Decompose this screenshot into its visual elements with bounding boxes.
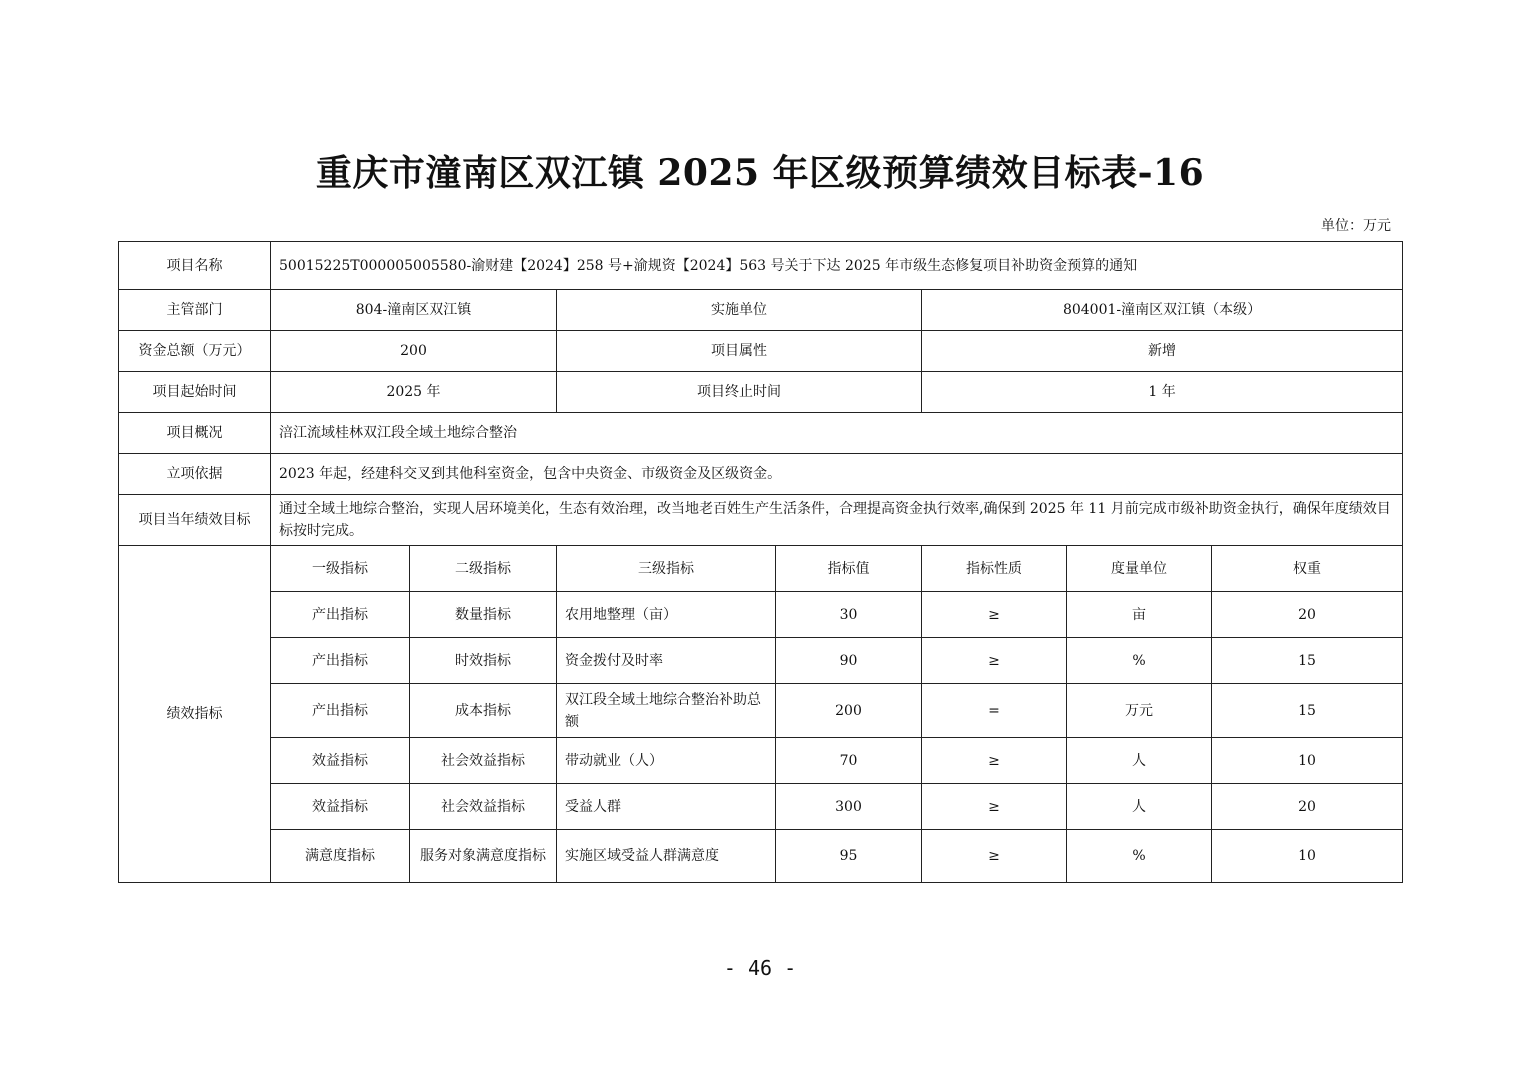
indicator-unit: 万元 xyxy=(1067,684,1212,738)
indicator-weight: 15 xyxy=(1212,684,1403,738)
indicator-weight: 10 xyxy=(1212,830,1403,883)
indicator-unit: % xyxy=(1067,638,1212,684)
performance-goal-table xyxy=(118,241,1403,883)
label-annual-goal: 项目当年绩效目标 xyxy=(119,495,271,546)
label-overview: 项目概况 xyxy=(119,413,271,454)
indicator-level2: 服务对象满意度指标 xyxy=(410,830,557,883)
header-value: 指标值 xyxy=(776,546,922,592)
label-impl-unit: 实施单位 xyxy=(557,290,922,331)
indicator-level1: 产出指标 xyxy=(271,684,410,738)
row-basis xyxy=(119,454,1403,495)
label-start-time: 项目起始时间 xyxy=(119,372,271,413)
indicator-nature: ≥ xyxy=(922,830,1067,883)
indicator-level2: 社会效益指标 xyxy=(410,784,557,830)
indicator-value: 300 xyxy=(776,784,922,830)
value-project-attr: 新增 xyxy=(922,331,1403,372)
indicator-level3: 资金拨付及时率 xyxy=(557,638,776,684)
value-start-time: 2025 年 xyxy=(271,372,557,413)
indicator-nature: = xyxy=(922,684,1067,738)
row-funds xyxy=(119,331,1403,372)
header-weight: 权重 xyxy=(1212,546,1403,592)
indicator-weight: 10 xyxy=(1212,738,1403,784)
page-number: - 46 - xyxy=(723,956,797,980)
indicator-row xyxy=(119,830,1403,883)
indicator-weight: 15 xyxy=(1212,638,1403,684)
label-perf-indicators: 绩效指标 xyxy=(119,546,271,883)
indicator-level2: 成本指标 xyxy=(410,684,557,738)
indicator-value: 70 xyxy=(776,738,922,784)
value-end-time: 1 年 xyxy=(922,372,1403,413)
indicator-level2: 社会效益指标 xyxy=(410,738,557,784)
indicator-unit: 人 xyxy=(1067,784,1212,830)
indicator-nature: ≥ xyxy=(922,638,1067,684)
indicator-nature: ≥ xyxy=(922,738,1067,784)
unit-label: 单位：万元 xyxy=(1321,218,1391,234)
row-time xyxy=(119,372,1403,413)
indicator-level1: 产出指标 xyxy=(271,592,410,638)
indicator-level2: 数量指标 xyxy=(410,592,557,638)
indicator-row xyxy=(119,684,1403,738)
indicator-row xyxy=(119,738,1403,784)
indicator-level3: 带动就业（人） xyxy=(557,738,776,784)
indicator-header-row xyxy=(119,546,1403,592)
indicator-row xyxy=(119,638,1403,684)
header-level2: 二级指标 xyxy=(410,546,557,592)
indicator-value: 95 xyxy=(776,830,922,883)
value-impl-unit: 804001-潼南区双江镇（本级） xyxy=(922,290,1403,331)
header-level3: 三级指标 xyxy=(557,546,776,592)
indicator-nature: ≥ xyxy=(922,592,1067,638)
page-title: 重庆市潼南区双江镇 2025 年区级预算绩效目标表-16 xyxy=(315,152,1205,194)
indicator-row xyxy=(119,592,1403,638)
indicator-value: 30 xyxy=(776,592,922,638)
value-overview: 涪江流域桂林双江段全域土地综合整治 xyxy=(271,413,1403,454)
value-annual-goal: 通过全域土地综合整治，实现人居环境美化，生态有效治理，改当地老百姓生产生活条件，合理提高资金执行效率,确保到 2025 年 11 月前完成市级补助资金执行，确保年度绩效目标按时完成。 xyxy=(271,495,1403,546)
header-level1: 一级指标 xyxy=(271,546,410,592)
indicator-weight: 20 xyxy=(1212,784,1403,830)
label-dept: 主管部门 xyxy=(119,290,271,331)
indicator-unit: % xyxy=(1067,830,1212,883)
indicator-level3: 受益人群 xyxy=(557,784,776,830)
indicator-row xyxy=(119,784,1403,830)
indicator-level3: 实施区域受益人群满意度 xyxy=(557,830,776,883)
row-dept xyxy=(119,290,1403,331)
header-unit: 度量单位 xyxy=(1067,546,1212,592)
label-total-funds: 资金总额（万元） xyxy=(119,331,271,372)
indicator-weight: 20 xyxy=(1212,592,1403,638)
indicator-nature: ≥ xyxy=(922,784,1067,830)
row-overview xyxy=(119,413,1403,454)
indicator-level3: 双江段全域土地综合整治补助总额 xyxy=(557,684,776,738)
label-project-attr: 项目属性 xyxy=(557,331,922,372)
label-end-time: 项目终止时间 xyxy=(557,372,922,413)
indicator-level1: 效益指标 xyxy=(271,784,410,830)
indicator-level1: 产出指标 xyxy=(271,638,410,684)
indicator-level3: 农用地整理（亩） xyxy=(557,592,776,638)
value-total-funds: 200 xyxy=(271,331,557,372)
value-project-name: 50015225T000005005580-渝财建【2024】258 号+渝规资【2024】563 号关于下达 2025 年市级生态修复项目补助资金预算的通知 xyxy=(271,242,1403,290)
header-nature: 指标性质 xyxy=(922,546,1067,592)
indicator-level1: 效益指标 xyxy=(271,738,410,784)
value-dept: 804-潼南区双江镇 xyxy=(271,290,557,331)
label-project-name: 项目名称 xyxy=(119,242,271,290)
row-annual-goal xyxy=(119,495,1403,546)
indicator-level1: 满意度指标 xyxy=(271,830,410,883)
indicator-unit: 人 xyxy=(1067,738,1212,784)
indicator-level2: 时效指标 xyxy=(410,638,557,684)
value-basis: 2023 年起，经建科交叉到其他科室资金，包含中央资金、市级资金及区级资金。 xyxy=(271,454,1403,495)
row-project-name xyxy=(119,242,1403,290)
indicator-value: 90 xyxy=(776,638,922,684)
indicator-value: 200 xyxy=(776,684,922,738)
label-basis: 立项依据 xyxy=(119,454,271,495)
indicator-unit: 亩 xyxy=(1067,592,1212,638)
